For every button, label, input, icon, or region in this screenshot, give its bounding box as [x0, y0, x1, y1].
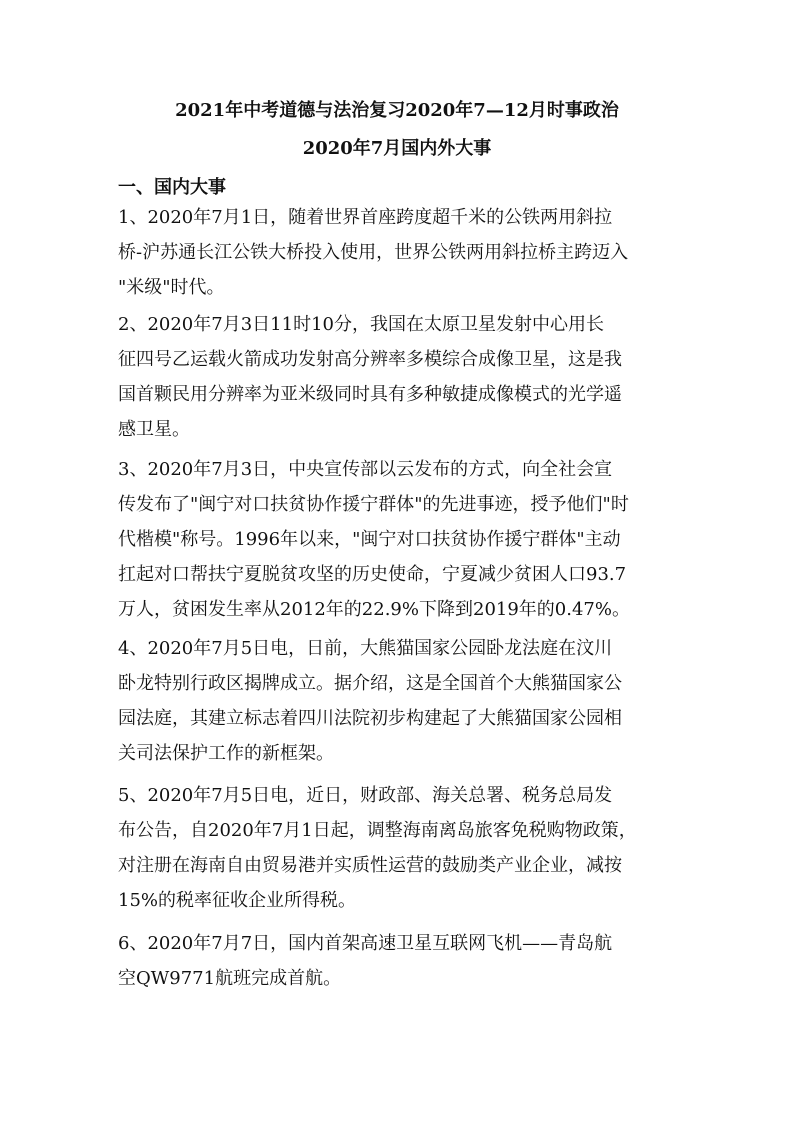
- paragraph-line: 扛起对口帮扶宁夏脱贫攻坚的历史使命，宁夏减少贫困人口93.7: [118, 564, 627, 585]
- news-item-1: [118, 200, 678, 305]
- section-heading: 一、国内大事: [118, 177, 226, 198]
- news-item-5: [118, 778, 678, 918]
- paragraph-line: 传发布了"闽宁对口扶贫协作援宁群体"的先进事迹，授予他们"时: [118, 494, 629, 515]
- paragraph-line: 6、2020年7月7日，国内首架高速卫星互联网飞机——青岛航: [118, 933, 613, 954]
- document-subtitle: 2020年7月国内外大事: [302, 138, 492, 159]
- news-item-3: [118, 452, 678, 627]
- paragraph-line: 4、2020年7月5日电，日前，大熊猫国家公园卧龙法庭在汶川: [118, 638, 613, 659]
- paragraph-line: 对注册在海南自由贸易港并实质性运营的鼓励类产业企业，减按: [118, 855, 622, 876]
- news-item-6: [118, 926, 678, 996]
- document-title: 2021年中考道德与法治复习2020年7—12月时事政治: [175, 100, 619, 121]
- paragraph-line: 15%的税率征收企业所得税。: [118, 890, 357, 911]
- paragraph-line: 感卫星。: [118, 419, 190, 440]
- paragraph-line: 5、2020年7月5日电，近日，财政部、海关总署、税务总局发: [118, 785, 613, 806]
- paragraph-line: "米级"时代。: [118, 277, 225, 298]
- paragraph-line: 桥-沪苏通长江公铁大桥投入使用，世界公铁两用斜拉桥主跨迈入: [118, 242, 629, 263]
- paragraph-line: 征四号乙运载火箭成功发射高分辨率多模综合成像卫星，这是我: [118, 349, 622, 370]
- paragraph-line: 2、2020年7月3日11时10分，我国在太原卫星发射中心用长: [118, 314, 604, 335]
- paragraph-line: 卧龙特别行政区揭牌成立。据介绍，这是全国首个大熊猫国家公: [118, 673, 622, 694]
- paragraph-line: 代楷模"称号。1996年以来，"闽宁对口扶贫协作援宁群体"主动: [118, 529, 621, 550]
- news-item-2: [118, 307, 678, 447]
- paragraph-line: 3、2020年7月3日，中央宣传部以云发布的方式，向全社会宣: [118, 459, 613, 480]
- paragraph-line: 关司法保护工作的新框架。: [118, 743, 334, 764]
- paragraph-line: 1、2020年7月1日，随着世界首座跨度超千米的公铁两用斜拉: [118, 207, 613, 228]
- paragraph-line: 空QW9771航班完成首航。: [118, 968, 342, 989]
- paragraph-line: 布公告，自2020年7月1日起，调整海南离岛旅客免税购物政策，: [118, 820, 637, 841]
- paragraph-line: 国首颗民用分辨率为亚米级同时具有多种敏捷成像模式的光学遥: [118, 384, 622, 405]
- paragraph-line: 园法庭，其建立标志着四川法院初步构建起了大熊猫国家公园相: [118, 708, 622, 729]
- paragraph-line: 万人，贫困发生率从2012年的22.9%下降到2019年的0.47%。: [118, 599, 630, 620]
- news-item-4: [118, 631, 678, 771]
